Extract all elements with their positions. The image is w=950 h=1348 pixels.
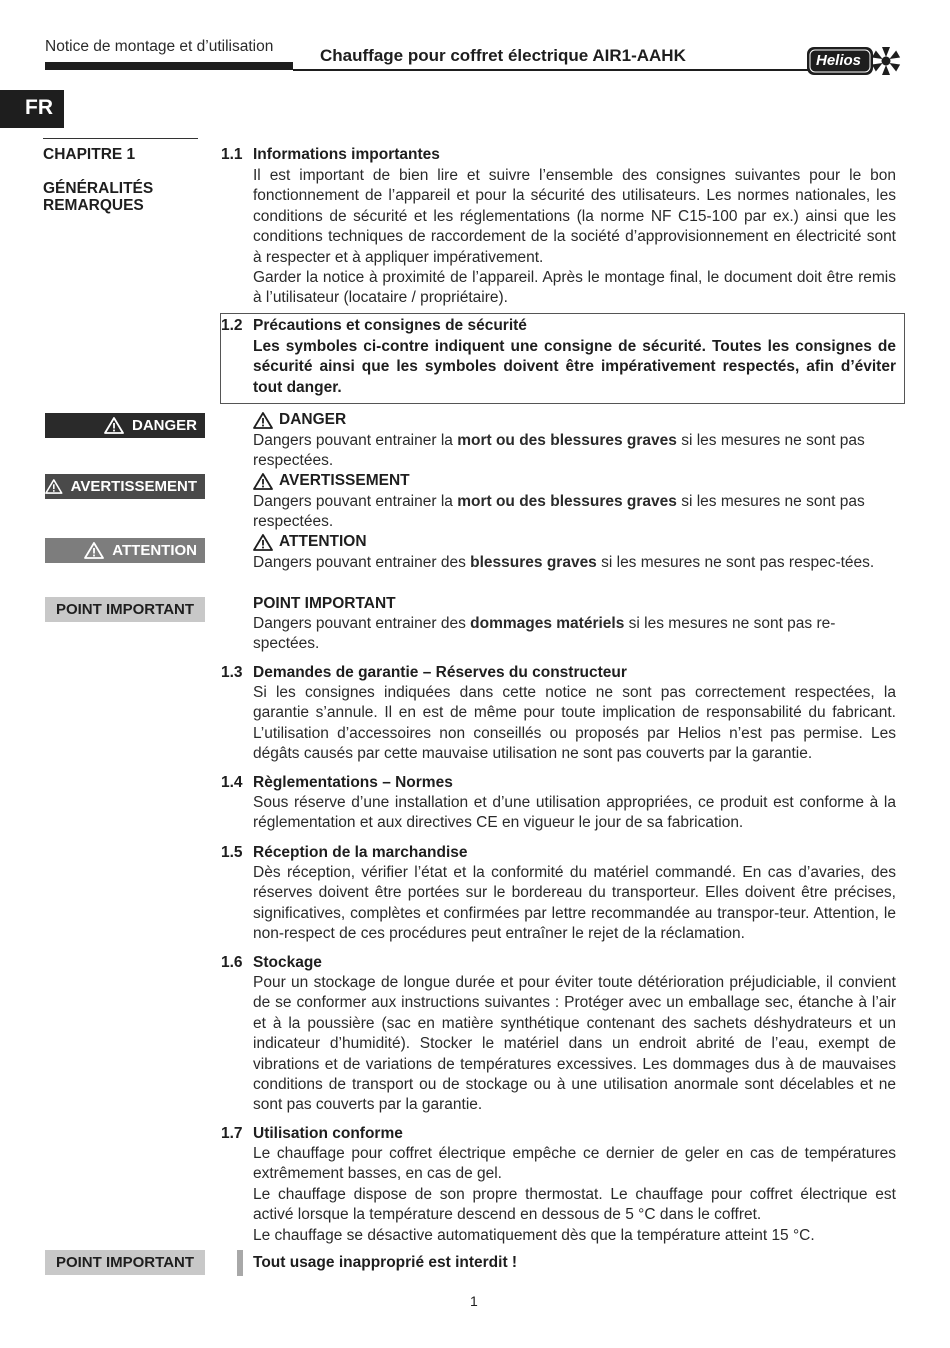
important-badge: POINT IMPORTANT — [45, 597, 205, 622]
chapter-title-line-2: REMARQUES — [43, 197, 144, 214]
warning-badge — [45, 474, 205, 499]
warning-triangle-icon — [253, 534, 273, 551]
text: Dangers pouvant entrainer la — [253, 432, 458, 449]
emphasis: dommages matériels — [470, 615, 625, 632]
attention-title: ATTENTION — [279, 533, 367, 550]
page-title: Chauffage pour coffret électrique AIR1-AAHK — [320, 46, 686, 65]
paragraph: Pour un stockage de longue durée et pour éviter toute détérioration préjudiciable, il convient de se conformer aux instructions suivantes : Protéger avec un emballage sec, étanche à l’air et à la poussière (sac en matière synthétique contenant des sachets déshydrateurs et un indicateur d’humidité). Stocker le matériel dans un endroit abrité de l’eau, exempt de vibrations et de variations de températures excessives. Les dommages dus à de mauvaises conditions de transport ou de stockage ou à une utilisation anormale sont décelables et ne sont pas couverts par la garantie. — [253, 974, 896, 1114]
danger-text — [253, 431, 896, 472]
section-title: Règlementations – Normes — [253, 774, 453, 791]
section-body — [253, 683, 896, 765]
section-body — [253, 863, 896, 945]
section-number: 1.4 — [221, 774, 243, 791]
paragraph: Le chauffage se désactive automatiquement dès que la température atteint 15 °C. — [253, 1226, 815, 1244]
danger-badge — [45, 413, 205, 438]
header-rule — [293, 69, 808, 71]
text: si les mesures ne sont pas respectées. — [253, 493, 865, 531]
warning-heading — [253, 472, 410, 490]
section-title: Réception de la marchandise — [253, 844, 468, 861]
text: Dangers pouvant entrainer des — [253, 615, 471, 632]
text: si les mesures ne sont pas re-spectées. — [253, 615, 836, 653]
section-title: Informations importantes — [253, 146, 440, 163]
logo-text: Helios — [816, 52, 862, 69]
document-type-label: Notice de montage et d’utilisation — [45, 38, 274, 55]
section-number: 1.2 — [221, 317, 243, 334]
warning-triangle-icon — [84, 542, 104, 559]
text: Dangers pouvant entrainer des — [253, 554, 471, 571]
chapter-title-line-1: GÉNÉRALITÉS — [43, 180, 154, 197]
attention-text — [253, 553, 896, 573]
chapter-label: CHAPITRE 1 — [43, 146, 136, 163]
paragraph: Le chauffage dispose de son propre thermostat. Le chauffage pour coffret électrique est activé lorsque la température descend en dessous de 5 °C dans le coffret. — [253, 1185, 896, 1224]
section-title: Demandes de garantie – Réserves du constructeur — [253, 664, 627, 681]
section-number: 1.3 — [221, 664, 243, 681]
attention-heading — [253, 533, 367, 551]
attention-badge — [45, 538, 205, 563]
emphasis: blessures graves — [470, 554, 597, 571]
page-number: 1 — [470, 1293, 478, 1309]
paragraph: Dès réception, vérifier l’état et la conformité du matériel commandé. En cas d’avaries, des réserves doivent être portées sur le bordereau du transporteur. Elles doivent être précises, significatives, complètes et confirmées par lettre recommandée au transpor-teur. Attention, le non-respect de ces procédures peut entraîner le rejet de la réclamation. — [253, 864, 896, 943]
text: si les mesures ne sont pas respec-tées. — [596, 554, 875, 571]
section-title: Stockage — [253, 954, 322, 971]
text: si les mesures ne sont pas respectées. — [253, 432, 865, 470]
chapter-rule — [43, 138, 198, 139]
section-body — [253, 793, 896, 834]
section-title: Précautions et consignes de sécurité — [253, 317, 527, 334]
paragraph: Si les consignes indiquées dans cette notice ne sont pas correctement respectées, la garantie s’annule. Il en est de même pour toute implication de responsabilité du fabricant. L’utilisation d’accessoires non conseillés ou proposés par Helios n’est pas permise. Les dégâts causés par cette mauvaise utilisation ne sont pas couverts par la garantie. — [253, 684, 896, 763]
section-number: 1.6 — [221, 954, 243, 971]
paragraph: Le chauffage pour coffret électrique empêche ce dernier de geler en cas de températures extrêmement basses, en cas de gel. — [253, 1145, 896, 1183]
safety-intro: Les symboles ci-contre indiquent une consigne de sécurité. Toutes les consignes de sécurité ainsi que les symboles doivent être impérativement respectés, afin d’éviter tout danger. — [253, 338, 896, 396]
attention-badge-label: ATTENTION — [112, 542, 197, 559]
warning-triangle-icon — [253, 473, 273, 490]
important-text — [253, 614, 896, 655]
section-body — [253, 166, 896, 309]
warning-badge-label: AVERTISSEMENT — [70, 478, 197, 495]
emphasis: mort ou des blessures graves — [457, 432, 677, 449]
section-body — [253, 1144, 896, 1246]
prohibition-notice: Tout usage inapproprié est interdit ! — [253, 1254, 518, 1271]
section-title: Utilisation conforme — [253, 1125, 403, 1142]
warning-triangle-icon — [45, 478, 63, 495]
language-tab: FR — [0, 90, 64, 128]
emphasis-bar — [237, 1250, 243, 1276]
important-badge-2: POINT IMPORTANT — [45, 1250, 205, 1275]
helios-logo — [806, 44, 902, 78]
warning-title: AVERTISSEMENT — [279, 472, 410, 489]
important-title: POINT IMPORTANT — [253, 595, 396, 612]
section-body — [253, 973, 896, 1116]
emphasis: mort ou des blessures graves — [457, 493, 677, 510]
paragraph: Il est important de bien lire et suivre l’ensemble des consignes suivantes pour le bon fonctionnement de l’appareil et pour la sécurité des utilisateurs. Les normes nationales, les conditions de sécurité et les réglementations (la norme NF C15-100 par ex.) ainsi que les conditions techniques de raccordement de la société d’approvisionnement en électricité sont à respecter et à appliquer impérativement. — [253, 167, 896, 266]
section-number: 1.7 — [221, 1125, 243, 1142]
warning-triangle-icon — [104, 417, 124, 434]
warning-triangle-icon — [253, 412, 273, 429]
paragraph: Garder la notice à proximité de l’appareil. Après le montage final, le document doit être remis à l’utilisateur (locataire / propriétaire). — [253, 269, 896, 307]
warning-text — [253, 492, 896, 533]
text: Dangers pouvant entrainer la — [253, 493, 458, 510]
danger-badge-label: DANGER — [131, 417, 197, 434]
header-bar — [45, 62, 293, 70]
section-number: 1.5 — [221, 844, 243, 861]
section-number: 1.1 — [221, 146, 243, 163]
danger-heading — [253, 411, 346, 429]
danger-title: DANGER — [279, 411, 347, 428]
paragraph: Sous réserve d’une installation et d’une utilisation appropriées, ce produit est conforme à la réglementation et aux directives CE en vigueur le jour de sa fabrication. — [253, 794, 896, 832]
